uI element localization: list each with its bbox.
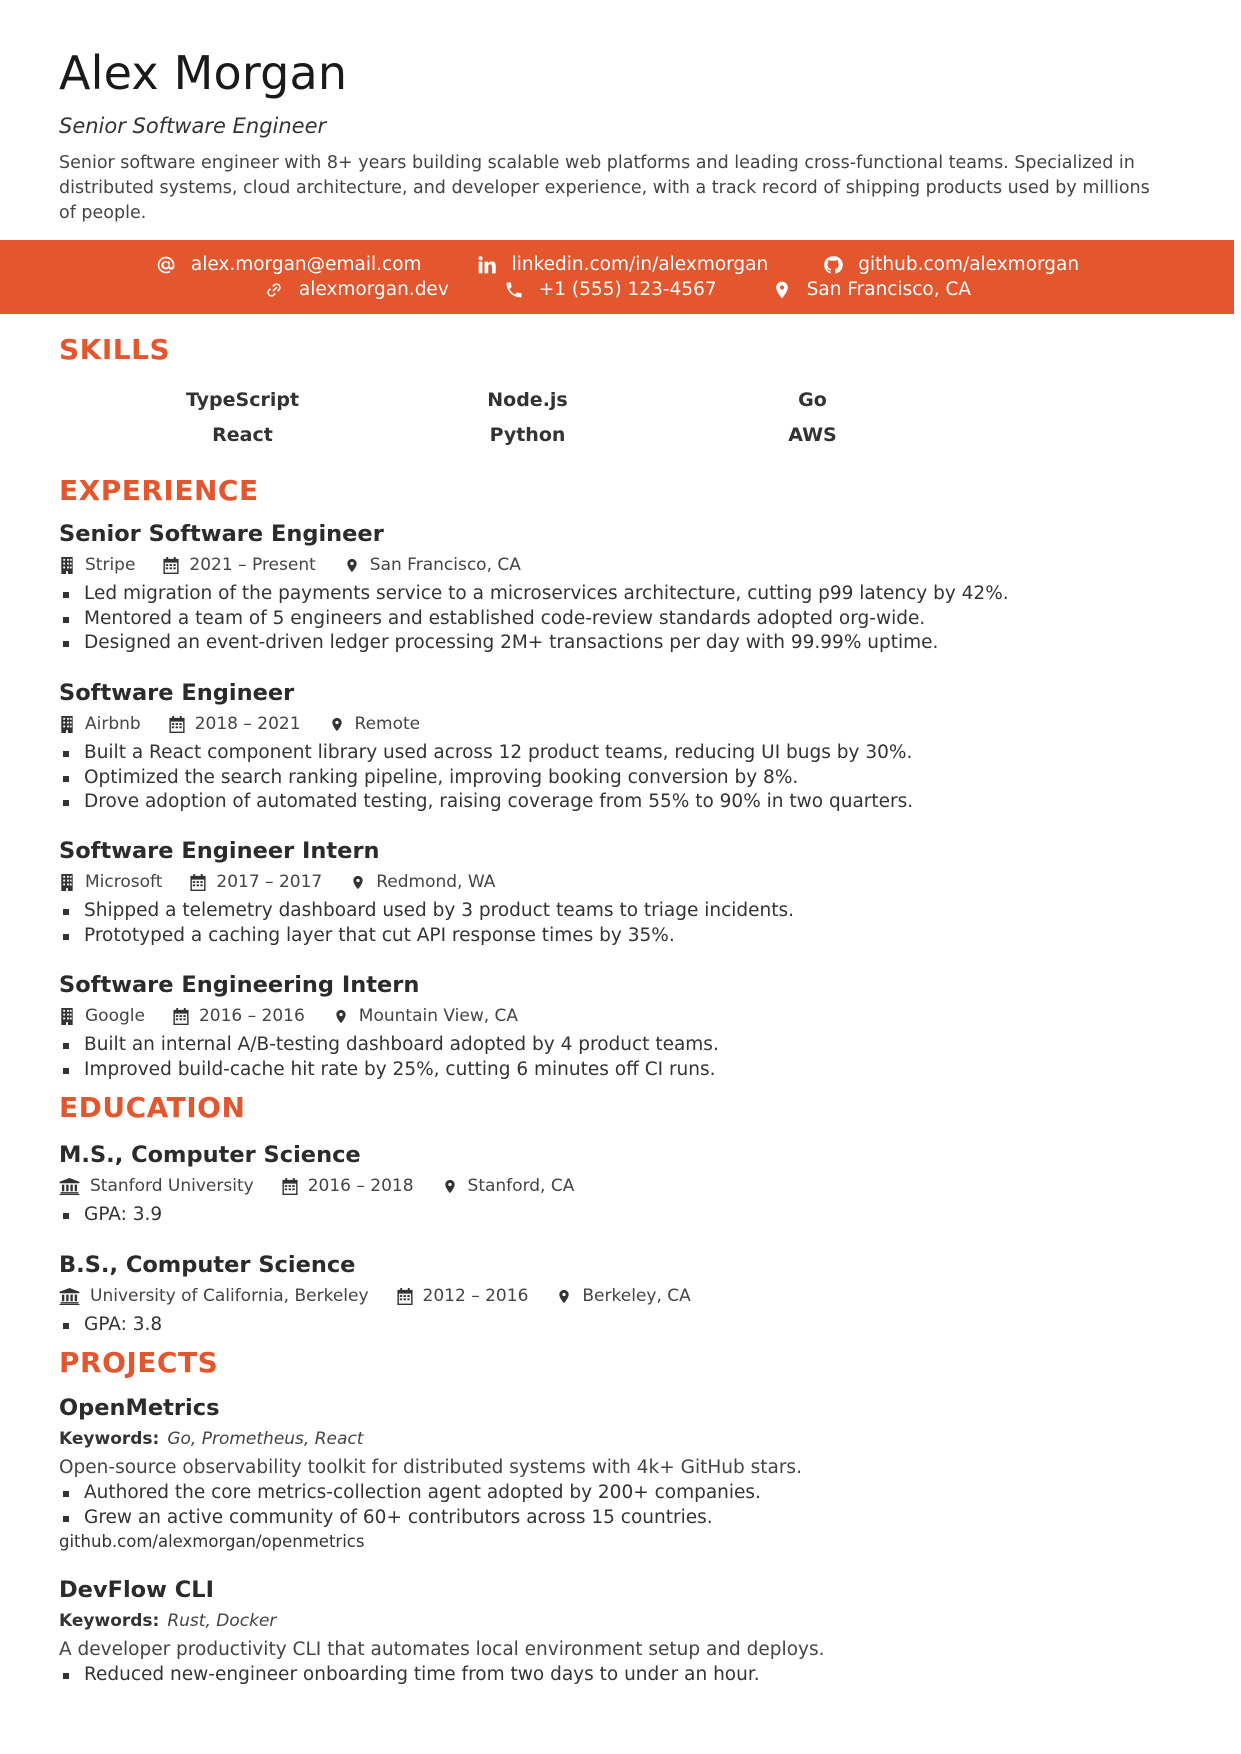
dates [163,554,315,576]
location [329,713,421,735]
bullet-item: Grew an active community of 60+ contributors across 15 countries. [59,1506,1179,1531]
bullet-item: GPA: 3.9 [59,1203,1179,1228]
degree-title: B.S., Computer Science [59,1252,356,1278]
bullet-item: Prototyped a caching layer that cut API response times by 35%. [59,924,1179,949]
location-pin-icon [350,873,366,891]
school-name: Stanford University [90,1176,254,1196]
university-icon [59,1287,80,1305]
job-meta [59,713,1179,735]
dates [169,713,301,735]
location-text: San Francisco, CA [806,279,972,300]
date-range: 2021 – Present [189,555,316,575]
location-pin-icon [771,279,793,301]
dates [397,1285,529,1307]
calendar-icon [173,1007,189,1025]
company [59,713,141,735]
link-icon [263,279,285,301]
date-range: 2018 – 2021 [194,714,301,734]
experience-entry [59,519,1179,656]
calendar-icon [190,873,206,891]
education-entry [59,1250,1179,1338]
dates [173,1005,305,1027]
company [59,554,135,576]
section-title-skills: SKILLS [59,333,171,366]
phone-icon [503,279,525,301]
job-title: Software Engineering Intern [59,972,420,998]
job-meta [59,871,1179,893]
bullet-item: Built an internal A/B-testing dashboard adopted by 4 product teams. [59,1033,1179,1058]
calendar-icon [282,1177,298,1195]
skill-item: Node.js [487,389,568,411]
bullet-item: Improved build-cache hit rate by 25%, cutting 6 minutes off CI runs. [59,1058,1179,1083]
location-text: Berkeley, CA [582,1286,691,1306]
bullet-list [59,582,1179,656]
contact-row [0,278,1234,302]
bullet-list [59,1481,1179,1530]
bullet-list [59,1203,1179,1228]
skill-item: TypeScript [185,389,300,411]
bullet-item: Led migration of the payments service to a microservices architecture, cutting p99 latency by 42%. [59,582,1179,607]
education-meta [59,1285,1179,1307]
skills-grid [100,388,940,448]
project-name: DevFlow CLI [59,1577,214,1603]
github-link[interactable] [822,253,1079,277]
phone-text: +1 (555) 123-4567 [538,279,717,300]
calendar-icon [397,1287,413,1305]
section-title-projects: PROJECTS [59,1346,219,1379]
company [59,871,162,893]
candidate-name: Alex Morgan [59,46,348,100]
project-description: A developer productivity CLI that automates local environment setup and deploys. [59,1639,825,1660]
project-entry [59,1575,1179,1688]
location [442,1175,575,1197]
linkedin-icon [476,254,498,276]
location-text: San Francisco, CA [369,555,521,575]
location-pin-icon [556,1287,572,1305]
date-range: 2012 – 2016 [422,1286,529,1306]
dates [190,871,322,893]
location-text: Stanford, CA [467,1176,575,1196]
bullet-item: Built a React component library used across 12 product teams, reducing UI bugs by 30%. [59,741,1179,766]
university-icon [59,1177,80,1195]
job-meta [59,1005,1179,1027]
building-icon [59,556,75,574]
calendar-icon [169,715,185,733]
location [344,554,521,576]
school-name: University of California, Berkeley [90,1286,369,1306]
location-text: Redmond, WA [376,872,496,892]
calendar-icon [163,556,179,574]
job-title: Software Engineer [59,680,295,706]
project-name: OpenMetrics [59,1395,220,1421]
project-keywords [59,1610,1179,1633]
location [556,1285,690,1307]
project-entry [59,1393,1179,1553]
building-icon [59,715,75,733]
linkedin-link[interactable] [476,253,769,277]
bullet-list [59,1313,1179,1338]
contact-row [0,253,1234,277]
school [59,1285,369,1307]
location-pin-icon [333,1007,349,1025]
project-description: Open-source observability toolkit for distributed systems with 4k+ GitHub stars. [59,1457,802,1478]
bullet-item: Shipped a telemetry dashboard used by 3 product teams to triage incidents. [59,899,1179,924]
bullet-list [59,1663,1179,1688]
email-link[interactable] [155,253,422,277]
linkedin-text: linkedin.com/in/alexmorgan [511,254,769,275]
experience-entry [59,678,1179,815]
keywords-value: Rust, Docker [167,1611,277,1631]
company-name: Airbnb [85,714,141,734]
experience-entry [59,970,1179,1082]
education-entry [59,1140,1179,1228]
location-pin-icon [329,715,345,733]
degree-title: M.S., Computer Science [59,1142,361,1168]
location [333,1005,518,1027]
skill-item: Go [798,389,827,411]
location-pin-icon [442,1177,458,1195]
at-icon [155,254,177,276]
skill-item: React [212,424,273,446]
location-text: Mountain View, CA [358,1006,519,1026]
website-text: alexmorgan.dev [298,279,449,300]
bullet-list [59,741,1179,815]
building-icon [59,873,75,891]
company [59,1005,145,1027]
bullet-list [59,1033,1179,1082]
school [59,1175,254,1197]
location [350,871,495,893]
github-text: github.com/alexmorgan [858,254,1080,275]
section-title-education: EDUCATION [59,1091,246,1124]
summary-paragraph: Senior software engineer with 8+ years building scalable web platforms and leading cross-functional teams. Specialized in distributed systems, cloud architecture, and developer experience, with a track record of shipping products used by millions of people. [59,153,1150,223]
location-pin-icon [344,556,360,574]
bullet-item: Drove adoption of automated testing, raising coverage from 55% to 90% in two quarters. [59,790,1179,815]
bullet-item: GPA: 3.8 [59,1313,1179,1338]
date-range: 2017 – 2017 [216,872,323,892]
keywords-value: Go, Prometheus, React [167,1429,364,1449]
date-range: 2016 – 2016 [198,1006,305,1026]
date-range: 2016 – 2018 [307,1176,414,1196]
dates [282,1175,414,1197]
location-text: Remote [354,714,421,734]
candidate-title: Senior Software Engineer [59,114,327,138]
website-link[interactable] [263,278,449,302]
job-meta [59,554,1179,576]
job-title: Senior Software Engineer [59,521,384,547]
education-meta [59,1175,1179,1197]
company-name: Stripe [85,555,136,575]
bullet-item: Mentored a team of 5 engineers and established code-review standards adopted org-wide. [59,607,1179,632]
skill-item: Python [489,424,566,446]
keywords-label: Keywords: [59,1611,160,1631]
project-keywords [59,1428,1179,1451]
contact-band [0,240,1234,314]
phone-link[interactable] [503,278,717,302]
bullet-list [59,899,1179,948]
location-item [771,278,971,302]
keywords-label: Keywords: [59,1429,160,1449]
project-url-link[interactable]: github.com/alexmorgan/openmetrics [59,1532,365,1551]
experience-entry [59,836,1179,948]
company-name: Microsoft [85,872,163,892]
job-title: Software Engineer Intern [59,838,380,864]
email-text: alex.morgan@email.com [190,254,422,275]
github-icon [822,254,844,276]
building-icon [59,1007,75,1025]
company-name: Google [85,1006,145,1026]
bullet-item: Reduced new-engineer onboarding time from two days to under an hour. [59,1663,1179,1688]
bullet-item: Optimized the search ranking pipeline, improving booking conversion by 8%. [59,766,1179,791]
bullet-item: Authored the core metrics-collection agent adopted by 200+ companies. [59,1481,1179,1506]
skill-item: AWS [788,424,837,446]
section-title-experience: EXPERIENCE [59,474,259,507]
bullet-item: Designed an event-driven ledger processing 2M+ transactions per day with 99.99% uptime. [59,631,1179,656]
